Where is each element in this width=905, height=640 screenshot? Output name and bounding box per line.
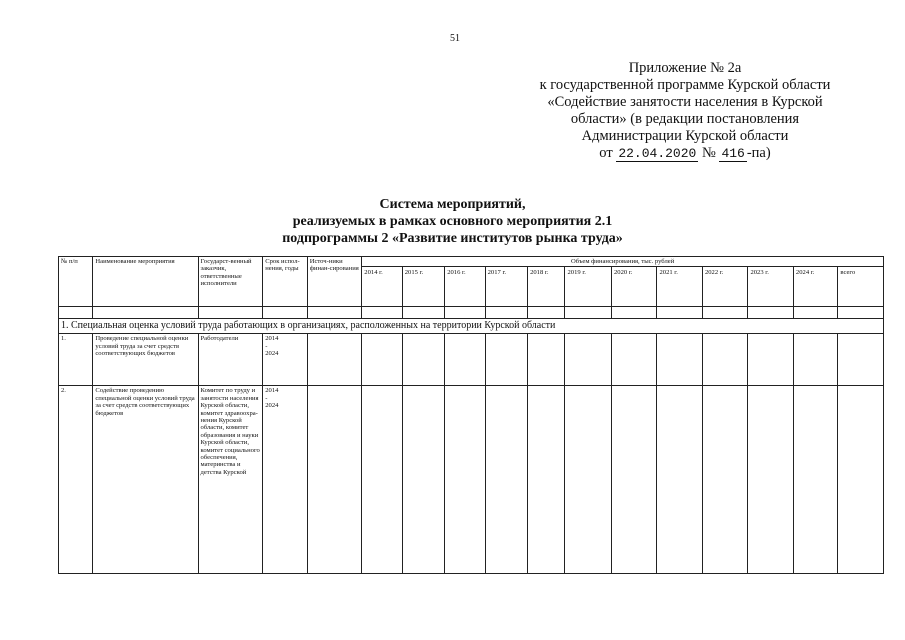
year-header: 2024 г. [793,267,837,307]
year-header: 2014 г. [362,267,402,307]
header-period: Срок испол-нения, годы [263,257,307,307]
row-customer: Комитет по труду и занятости населения Курской области, комитет здравоохра-нения Курской области, комитет образования и науки Курской области, комитет социального обеспечения, материнства и детства Курской [198,386,263,574]
row-source [307,334,362,386]
period-end: 2024 [265,350,279,358]
appendix-line-4: области» (в редакции постановления [570,111,800,127]
table-row [59,334,884,386]
year-header: 2021 г. [657,267,702,307]
number-prefix: № [701,145,716,161]
row-name: Содействие проведению специальной оценки условий труда за счет средств соответствующих бюджетов [93,386,198,574]
year-header: 2023 г. [748,267,793,307]
year-header: 2019 г. [565,267,612,307]
appendix-date-line [480,145,890,162]
header-funding: Объем финансирования, тыс. рублей [362,257,884,267]
number-suffix: -па) [746,145,771,161]
resolution-number: 416 [721,146,745,161]
period-start: 2014 [265,387,279,395]
table-row [59,386,884,574]
header-source: Источ-ники финан-сирования [307,257,362,307]
appendix-line-2: к государственной программе Курской области [539,77,831,93]
year-header: 2016 г. [445,267,485,307]
section-row [59,319,884,334]
document-title [0,196,905,247]
row-period [263,334,307,386]
row-period [263,386,307,574]
year-header: 2020 г. [611,267,656,307]
row-num: 2. [59,386,93,574]
table-row-spacer [59,307,884,319]
page-number: 51 [450,33,460,44]
year-header: 2017 г. [485,267,527,307]
resolution-date: 22.04.2020 [618,146,697,161]
measures-table [58,256,884,574]
row-source [307,386,362,574]
period-end: 2024 [265,402,279,410]
period-start: 2014 [265,335,279,343]
row-num: 1. [59,334,93,386]
section-title: 1. Специальная оценка условий труда работающих в организациях, расположенных на территории Курской области [59,319,884,334]
table-header-row [59,257,884,267]
year-header-total: всего [838,267,884,307]
period-dash: - [265,342,268,350]
appendix-line-1: Приложение № 2а [628,60,742,76]
header-name: Наименование мероприятия [93,257,198,307]
appendix-header [480,60,890,162]
year-header: 2015 г. [402,267,444,307]
year-header: 2018 г. [528,267,565,307]
year-header: 2022 г. [702,267,747,307]
header-num: № п/п [59,257,93,307]
appendix-line-5: Администрации Курской области [581,128,789,144]
date-prefix: от [599,145,613,161]
title-line-3: подпрограммы 2 «Развитие институтов рынка труда» [282,231,623,246]
header-customer: Государст-венный заказчик, ответственные исполнители [198,257,263,307]
row-name: Проведение специальной оценки условий труда за счет средств соответствующих бюджетов [93,334,198,386]
title-line-1: Система мероприятий, [379,197,526,212]
period-dash: - [265,394,268,402]
appendix-line-3: «Содействие занятости населения в Курской [547,94,823,110]
row-customer: Работодатели [198,334,263,386]
title-line-2: реализуемых в рамках основного мероприятия 2.1 [292,214,613,229]
